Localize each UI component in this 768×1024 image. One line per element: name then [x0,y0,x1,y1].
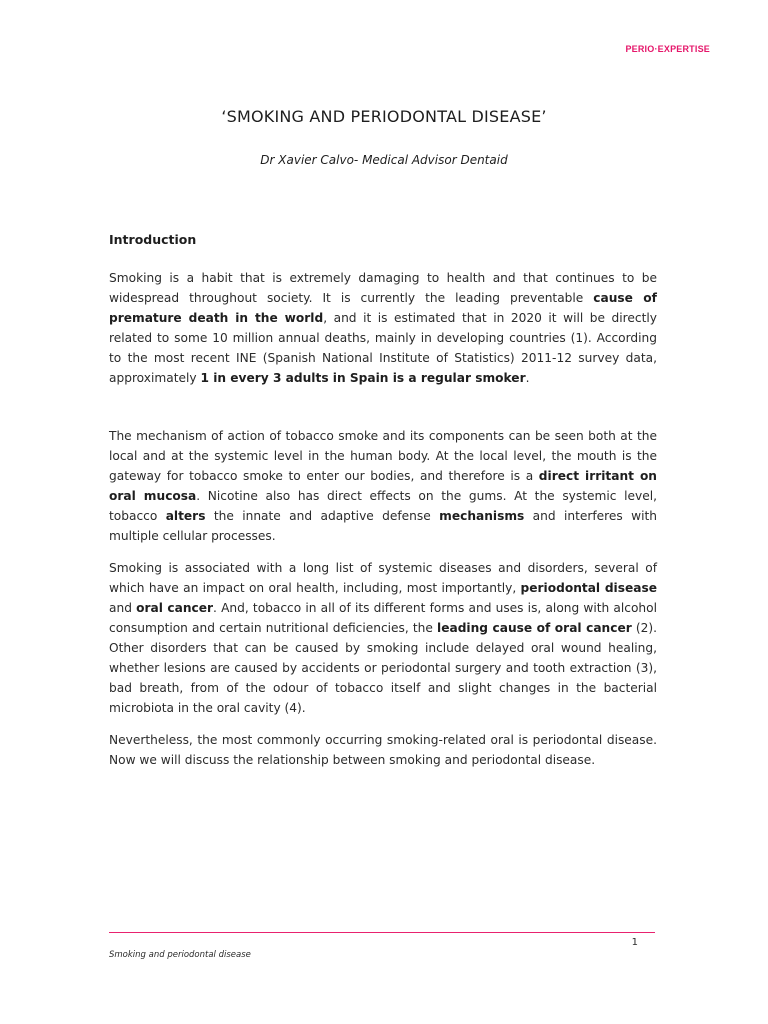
text-run: , and it is estimated that in 2020 it will be directly related to some 10 million annual deaths, mainly in developing countries (1). According to the most recent INE (Spanish National Institute of Statistics) 2011-12 survey data, approximately [109,311,657,385]
bold-run: 1 in every 3 adults in Spain is a regular smoker [200,371,526,385]
text-run: . And, tobacco in all of its different forms and uses is, along with alcohol consumption and certain nutritional deficiencies, the [109,601,657,635]
paragraph-4: Nevertheless, the most commonly occurring smoking-related oral is periodontal disease. Now we will discuss the relationship between smoking and periodontal disease. [109,733,657,767]
running-footer: Smoking and periodontal disease [109,950,251,960]
text-run: . Nicotine also has direct effects on the gums. At the systemic level, tobacco [109,489,657,523]
paragraph-1 [109,268,657,388]
document-title: ‘SMOKING AND PERIODONTAL DISEASE’ [221,107,547,126]
text-run: Smoking is a habit that is extremely damaging to health and that continues to be widespread throughout society. It is currently the leading preventable [109,271,657,305]
section-heading-introduction: Introduction [109,232,197,247]
bold-run: leading cause of oral cancer [437,621,632,635]
text-run: Smoking is associated with a long list of systemic diseases and disorders, several of which have an impact on oral health, including, most importantly, [109,561,657,595]
bold-run: alters [165,509,206,523]
paragraph-2 [109,426,657,546]
text-run: and [109,601,137,615]
text-run: The mechanism of action of tobacco smoke and its components can be seen both at the local and at the systemic level in the human body. At the local level, the mouth is the gateway for tobacco smoke to enter our bodies, and therefore is a [109,429,657,483]
brand-logo [625,44,710,54]
text-run: . [525,371,530,385]
bold-run: cause of premature death in the world [109,291,657,325]
brand-logo-part1: PERIO· [625,44,658,54]
author-line: Dr Xavier Calvo- Medical Advisor Dentaid [260,153,508,167]
paragraph-3 [109,558,657,718]
page-number: 1 [631,937,638,948]
bold-run: direct irritant on oral mucosa [109,469,657,503]
brand-logo-part2: EXPERTISE [657,44,710,54]
text-run: and interferes with multiple cellular processes. [109,509,658,543]
text-run: (2). Other disorders that can be caused by smoking include delayed oral wound healing, whether lesions are caused by accidents or periodontal surgery and tooth extraction (3), bad breath, from of the odour of tobacco itself and slight changes in the bacterial microbiota in the oral cavity (4). [109,621,657,715]
bold-run: periodontal disease [520,581,657,595]
bold-run: mechanisms [439,509,525,523]
document-body [109,230,657,782]
bold-run: oral cancer [136,601,214,615]
footer-rule [109,932,655,933]
text-run: the innate and adaptive defense [205,509,440,523]
